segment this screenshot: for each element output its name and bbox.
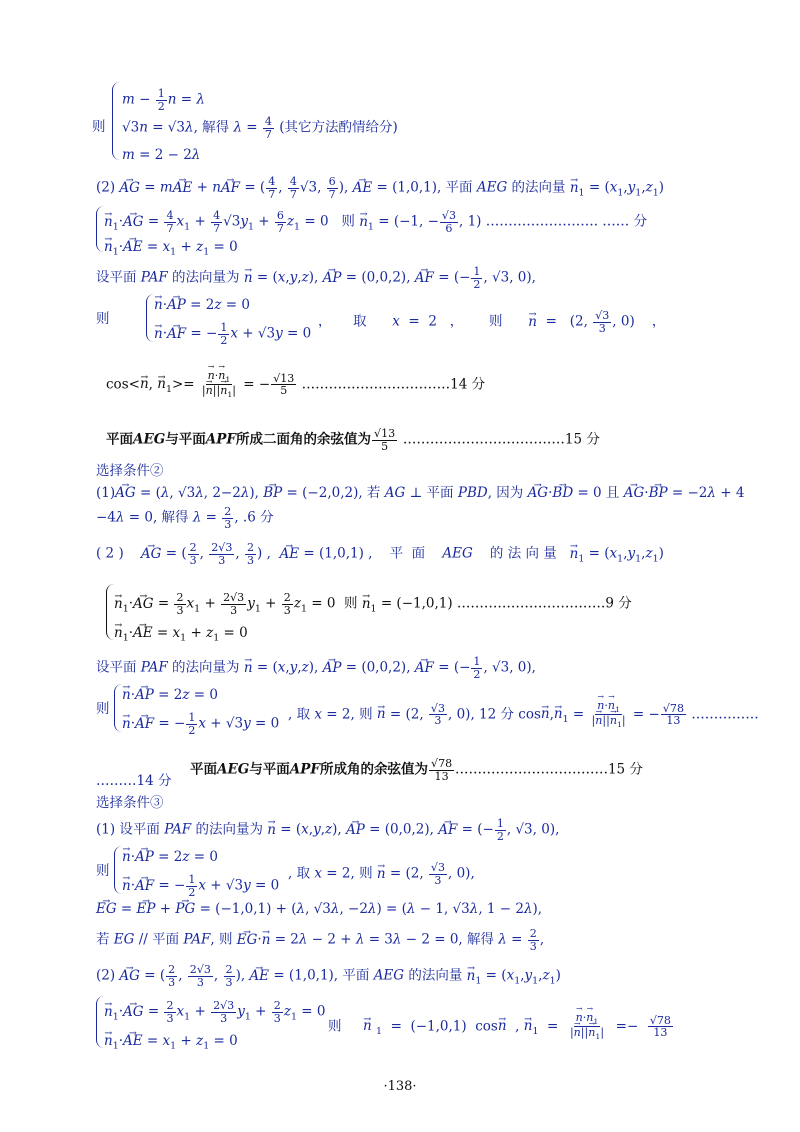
text-line: (1)→ AG = (λ, √3λ, 2−2λ), → BP = (−2,0,2), 若 AG ⊥ 平面 PBD, 因为 → AG·→ BD = 0 且 → AG·→ BP = −2λ + 4 [96,484,744,502]
equation-line: → n·→ AF = − $\frac{1}{2}$ x + √3y = 0 [154,322,311,346]
equation-line: → $n_1\cdot\to$ AE = $x_1 + z_1 = 0$ [114,624,248,648]
text-line: 则 [96,701,110,717]
text-line: 则 [92,119,106,135]
equation-line: m = 2 − 2λ [122,147,201,163]
equation-line: → $n_1\cdot\to$ AE = $x_1 + z_1 = 0$ [104,1032,238,1056]
text-line: ( 2 ) → AG = ( $\frac{2}{3}$ , $\frac{2√3}{3}$ , $\frac{2}{3}$ ) , → AE = (1,0,1) , 平 面 AEG 的 法 向 量 → $n_1 = (x_1,y_1,z_1)$ [96,542,664,568]
equation-line: ， 取 x = 2 ， 则 → n = (2, $\frac{√3}{3}$ , 0) ， [318,310,665,334]
equation-line: , 取 x = 2, 则 → n = (2, $\frac{√3}{3}$ , 0), [288,862,475,886]
text-line: 设平面 PAF 的法向量为 → n = (x,y,z), → AP = (0,0,2), → AF = (− $\frac{1}{2}$ , √3, 0), [96,656,536,680]
text-line: 若 EG // 平面 PAF, 则 → EG·→ n = 2λ − 2 + λ = 3λ − 2 = 0, 解得 λ = $\frac{2}{3}$ , [96,928,544,952]
equation-line: → n·→ AF = − $\frac{1}{2}$ x + √3y = 0 [122,874,279,898]
text-line: 则 [96,311,110,327]
section-heading: 选择条件② [96,463,164,479]
page-number: ·138· [383,1079,417,1094]
equation-line: → n·→ AF = − $\frac{1}{2}$ x + √3y = 0 [122,712,279,736]
equation-line: → $n_1\cdot\to$ AG = $\frac{2}{3}$ $x_1$ + $\frac{2√3}{3}$ $y_1$ + $\frac{2}{3}$ $z_1 = 0$ 则 → $n_1 = (-1,0,1)$ ……………………………9 分 [114,592,632,618]
text-line: → EG = → EP + → PG = (−1,0,1) + (λ, √3λ, −2λ) = (λ − 1, √3λ, 1 − 2λ), [96,900,542,918]
text-line: ………14 分 [96,773,172,789]
equation-line: , 取 x = 2, 则 → n = (2, $\frac{√3}{3}$ , 0), 12 分 $\cos\to n,\to n_1$ = → $\frac{n\cdot\to n_1}{|\to n||\to n_1|}$ = − $\frac{√78}{13}$ …………… [288,700,759,730]
text-line: 平面AEG与平面APF所成角的余弦值为 $\frac{√78}{13}$ .……………………………15 分 [190,757,643,783]
equation-line: m − $\frac{1}{2}$ n = λ [122,87,205,113]
equation-line: √3n = √3λ, 解得 λ = $\frac{4}{7}$ (其它方法酌情给分) [122,115,398,141]
equation-line: → n·→ AP = 2z = 0 [154,296,250,314]
equation-line: → n·→ AP = 2z = 0 [122,686,218,704]
text-line: (1) 设平面 PAF 的法向量为 → n = (x,y,z), → AP = (0,0,2), → AF = (− $\frac{1}{2}$ , √3, 0), [96,818,559,842]
text-line: −4λ = 0, 解得 λ = $\frac{2}{3}$ , .6 分 [96,505,274,531]
equation-line: → $n_1\cdot\to$ AG = $\frac{4}{7}$ $x_1$ + $\frac{4}{7}$ $√3y_1$ + $\frac{6}{7}$ $z_1 = 0$ 则 → $n_1 = (-1$, − $\frac{√3}{6}$ , 1) ……………………. …… 分 [104,210,647,236]
equation-line: → $n_1\cdot\to$ AE = $x_1 + z_1 = 0$ [104,238,238,262]
section-heading: 选择条件③ [96,795,164,811]
equation-line: → n·→ AP = 2z = 0 [122,848,218,866]
text-line: 则 [96,863,110,879]
text-line: (2) → AG = ( $\frac{2}{3}$ , $\frac{2√3}{3}$ , $\frac{2}{3}$ ), → AE = (1,0,1), 平面 AEG 的法向量 → $n_1 = (x_1,y_1,z_1)$ [96,964,561,990]
text-line: 设平面 PAF 的法向量为 → n = (x,y,z), → AP = (0,0,2), → AF = (− $\frac{1}{2}$ , √3, 0), [96,266,536,290]
text-line: 平面AEG与平面APF所成二面角的余弦值为 $\frac{√13}{5}$ ………………………………15 分 [106,427,600,453]
equation-line: cos<→ n, → $n_1>=$ → $\frac{n\cdot\to n_1}{|\to n||\to n_1|}$ = − $\frac{√13}{5}$ ……………………………14 分 [106,370,485,400]
equation-line: 则 → n $_1$ = (−1,0,1) cos→ n , → $n_1$ = → $\frac{n\cdot\to n_1}{|\to n||\to n_1|}$ =− $\frac{√78}{13}$ [328,1012,674,1042]
text-line: (2) → AG = m→ AE + n→ AF = ( $\frac{4}{7}$ , $\frac{4}{7}$ √3, $\frac{6}{7}$ ), → AE = (1,0,1), 平面 AEG 的法向量 → $n_1 = (x_1,y_1,z_1)$ [96,176,664,202]
equation-line: → $n_1\cdot\to$ AG = $\frac{2}{3}$ $x_1$ + $\frac{2√3}{3}$ $y_1$ + $\frac{2}{3}$ $z_1 = 0$ [104,1000,325,1026]
